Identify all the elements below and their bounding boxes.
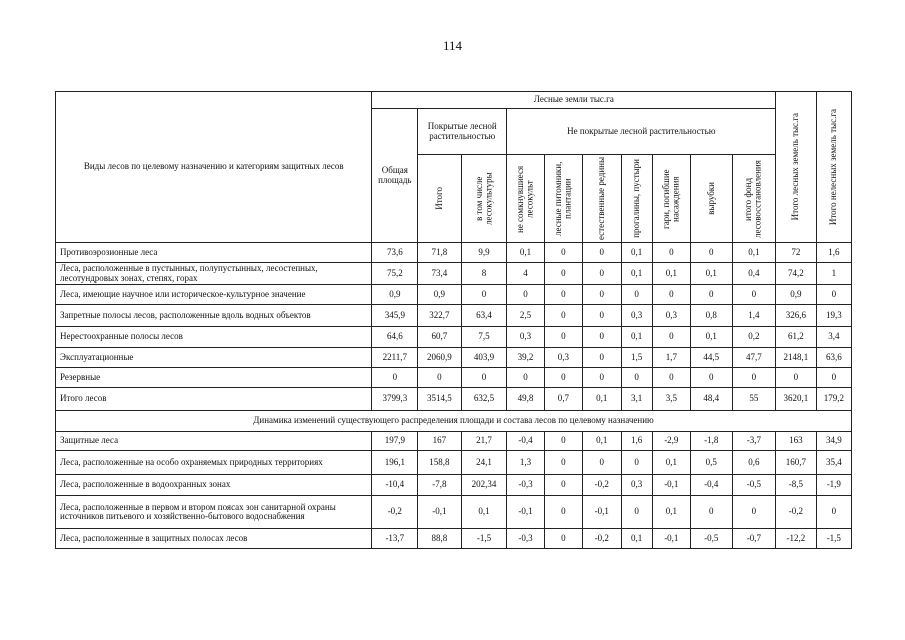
- table-cell: -0,1: [652, 529, 690, 549]
- covered-total-header: Итого: [418, 155, 462, 243]
- table-cell: 3514,5: [418, 388, 462, 411]
- table-cell: 4: [507, 263, 544, 285]
- table-cell: 0: [461, 368, 507, 388]
- table-cell: -2,9: [652, 432, 690, 451]
- table-cell: 55: [732, 388, 776, 411]
- row-name: Итого лесов: [56, 388, 372, 411]
- table-cell: 0: [372, 368, 418, 388]
- table-cell: 0,1: [691, 263, 733, 285]
- glades-header: прогалины, пустыри: [621, 155, 652, 243]
- table-cell: -0,3: [507, 529, 544, 549]
- table-row: [56, 327, 852, 348]
- table-cell: 0: [544, 327, 582, 348]
- row-name: Леса, расположенные в защитных полосах лесов: [56, 529, 372, 549]
- table-row: [56, 263, 852, 285]
- table-cell: 2,5: [507, 305, 544, 327]
- table-cell: -0,1: [418, 496, 462, 529]
- table-cell: 2060,9: [418, 348, 462, 368]
- table-cell: 1,7: [652, 348, 690, 368]
- table-cell: -0,1: [583, 496, 621, 529]
- table-cell: -0,3: [507, 475, 544, 496]
- table-cell: 71,8: [418, 243, 462, 263]
- table-cell: 1,4: [732, 305, 776, 327]
- cuttings-header: вырубки: [691, 155, 733, 243]
- table-cell: 158,8: [418, 451, 462, 475]
- table-cell: 1,6: [816, 243, 851, 263]
- table-cell: -0,2: [583, 529, 621, 549]
- table-cell: 0,9: [776, 285, 816, 305]
- table-cell: 0,1: [621, 263, 652, 285]
- table-cell: -7,8: [418, 475, 462, 496]
- table-cell: 88,8: [418, 529, 462, 549]
- table-cell: 7,5: [461, 327, 507, 348]
- table-cell: -0,2: [583, 475, 621, 496]
- table-cell: 0: [583, 243, 621, 263]
- row-name: Резервные: [56, 368, 372, 388]
- table-cell: 0: [544, 285, 582, 305]
- table-cell: 0: [583, 285, 621, 305]
- total-area-header: Общая площадь: [372, 109, 418, 243]
- table-cell: -0,2: [776, 496, 816, 529]
- table-cell: -0,4: [691, 475, 733, 496]
- table-cell: 0,1: [461, 496, 507, 529]
- table-cell: 0: [732, 285, 776, 305]
- table-cell: 1,3: [507, 451, 544, 475]
- not-covered-header: Не покрытые лесной растительностью: [507, 109, 776, 155]
- table-cell: 160,7: [776, 451, 816, 475]
- table-cell: 0: [583, 327, 621, 348]
- table-cell: -13,7: [372, 529, 418, 549]
- table-cell: 322,7: [418, 305, 462, 327]
- table-cell: 403,9: [461, 348, 507, 368]
- table-cell: 0,6: [732, 451, 776, 475]
- table-cell: 196,1: [372, 451, 418, 475]
- table-cell: 39,2: [507, 348, 544, 368]
- table-cell: -12,2: [776, 529, 816, 549]
- covered-header: Покрытые лесной растительностью: [418, 109, 507, 155]
- table-cell: 75,2: [372, 263, 418, 285]
- row-name: Леса, расположенные в первом и втором поясах зон санитарной охраны источников питьевого и хозяйственно-бытового водоснабжения: [56, 496, 372, 529]
- table-cell: 0: [583, 263, 621, 285]
- table-cell: -0,1: [652, 475, 690, 496]
- table-cell: 0: [583, 451, 621, 475]
- table-cell: 0: [544, 263, 582, 285]
- table-row: [56, 451, 852, 475]
- table-cell: 21,7: [461, 432, 507, 451]
- table-cell: 0: [691, 496, 733, 529]
- table-cell: 0,1: [507, 243, 544, 263]
- table-cell: 2211,7: [372, 348, 418, 368]
- table-cell: 44,5: [691, 348, 733, 368]
- table-cell: 0: [691, 285, 733, 305]
- table-cell: 73,4: [418, 263, 462, 285]
- table-cell: -1,5: [816, 529, 851, 549]
- table-cell: 0: [544, 368, 582, 388]
- table-cell: 0,5: [691, 451, 733, 475]
- row-name: Противоэрозионные леса: [56, 243, 372, 263]
- table-cell: 0: [621, 496, 652, 529]
- section-title: Динамика изменений существующего распределения площади и состава лесов по целевому назначению: [56, 411, 852, 432]
- row-name: Защитные леса: [56, 432, 372, 451]
- table-cell: -8,5: [776, 475, 816, 496]
- total-forest-lands-header: Итого лесных земель тыс.га: [776, 92, 816, 243]
- table-cell: 1,6: [621, 432, 652, 451]
- table-cell: 0: [816, 368, 851, 388]
- table-row: [56, 285, 852, 305]
- table-cell: 0,3: [621, 305, 652, 327]
- table-cell: -1,8: [691, 432, 733, 451]
- table-cell: 9,9: [461, 243, 507, 263]
- row-name: Запретные полосы лесов, расположенные вдоль водных объектов: [56, 305, 372, 327]
- table-cell: 72: [776, 243, 816, 263]
- table-row: [56, 475, 852, 496]
- table-cell: 0,2: [732, 327, 776, 348]
- table-cell: 0: [544, 451, 582, 475]
- table-cell: 35,4: [816, 451, 851, 475]
- table-cell: -1,5: [461, 529, 507, 549]
- row-name: Нерестоохранные полосы лесов: [56, 327, 372, 348]
- table-cell: 0: [544, 305, 582, 327]
- table-cell: 0: [583, 305, 621, 327]
- table-cell: -0,7: [732, 529, 776, 549]
- table-cell: 0: [816, 496, 851, 529]
- table-cell: -3,7: [732, 432, 776, 451]
- table-row: [56, 305, 852, 327]
- table-cell: 179,2: [816, 388, 851, 411]
- table-cell: 48,4: [691, 388, 733, 411]
- table-cell: 167: [418, 432, 462, 451]
- total-nonforest-lands-header: Итого нелесных земель тыс.га: [816, 92, 851, 243]
- row-name: Леса, имеющие научное или историческое-культурное значение: [56, 285, 372, 305]
- table-cell: 345,9: [372, 305, 418, 327]
- table-cell: -0,5: [732, 475, 776, 496]
- table-cell: 0: [621, 451, 652, 475]
- row-name: Леса, расположенные в пустынных, полупустынных, лесостепных, лесотундровых зонах, степях, горах: [56, 263, 372, 285]
- table-cell: 0,7: [544, 388, 582, 411]
- table-cell: 0: [461, 285, 507, 305]
- table-cell: 3799,3: [372, 388, 418, 411]
- nurseries-header: лесные питомники, плантации: [544, 155, 582, 243]
- table-cell: 0,1: [621, 327, 652, 348]
- table-cell: 0: [732, 496, 776, 529]
- table-cell: 326,6: [776, 305, 816, 327]
- table-cell: 0: [507, 368, 544, 388]
- table-cell: 1,5: [621, 348, 652, 368]
- table-cell: 3620,1: [776, 388, 816, 411]
- section-divider: [56, 411, 852, 432]
- table-cell: 0: [544, 243, 582, 263]
- table-cell: 0: [652, 243, 690, 263]
- table-cell: 0: [621, 285, 652, 305]
- table-cell: 197,9: [372, 432, 418, 451]
- table-cell: 19,3: [816, 305, 851, 327]
- table-cell: 34,9: [816, 432, 851, 451]
- table-cell: 0: [776, 368, 816, 388]
- table-cell: 0: [544, 529, 582, 549]
- table-cell: 3,4: [816, 327, 851, 348]
- table-body-a: [56, 243, 852, 411]
- table-cell: 0,1: [652, 451, 690, 475]
- table-cell: 3,1: [621, 388, 652, 411]
- page-number: 114: [442, 38, 463, 53]
- table-body-b: [56, 432, 852, 549]
- table-cell: 64,6: [372, 327, 418, 348]
- table-cell: -0,4: [507, 432, 544, 451]
- table-cell: 0,3: [621, 475, 652, 496]
- table-cell: -10,4: [372, 475, 418, 496]
- table-cell: 0: [583, 348, 621, 368]
- table-cell: 8: [461, 263, 507, 285]
- table-cell: 163: [776, 432, 816, 451]
- reforestation-fund-header: итого фонд лесовосстановления: [732, 155, 776, 243]
- table-cell: 0,9: [418, 285, 462, 305]
- table-row: [56, 348, 852, 368]
- table-cell: 3,5: [652, 388, 690, 411]
- table-cell: 0: [652, 285, 690, 305]
- table-row: [56, 243, 852, 263]
- table-cell: 0,1: [652, 263, 690, 285]
- table-row: [56, 368, 852, 388]
- table-cell: 73,6: [372, 243, 418, 263]
- table-cell: 0: [691, 368, 733, 388]
- table-cell: 0: [544, 432, 582, 451]
- table-cell: 63,6: [816, 348, 851, 368]
- table-cell: 63,4: [461, 305, 507, 327]
- table-cell: 74,2: [776, 263, 816, 285]
- table-cell: 0,3: [507, 327, 544, 348]
- row-name: Леса, расположенные на особо охраняемых природных территориях: [56, 451, 372, 475]
- table-cell: 0,4: [732, 263, 776, 285]
- table-cell: 202,34: [461, 475, 507, 496]
- row-label-header: Виды лесов по целевому назначению и категориям защитных лесов: [56, 92, 372, 243]
- sparse-header: естественные редины: [583, 155, 621, 243]
- table-cell: 0,1: [732, 243, 776, 263]
- table-cell: 0,1: [583, 388, 621, 411]
- table-cell: 1: [816, 263, 851, 285]
- table-row: [56, 388, 852, 411]
- table-cell: 0: [691, 243, 733, 263]
- table-cell: 60,7: [418, 327, 462, 348]
- table-cell: 0,3: [652, 305, 690, 327]
- table-cell: 0,8: [691, 305, 733, 327]
- table-row: [56, 432, 852, 451]
- table-cell: 0: [544, 475, 582, 496]
- table-cell: 47,7: [732, 348, 776, 368]
- table-cell: 0: [621, 368, 652, 388]
- table-cell: 0,1: [652, 496, 690, 529]
- incl-cultures-header: в том числе лесокультуры: [461, 155, 507, 243]
- unclosed-header: не сомкнувшиеся лесокульт: [507, 155, 544, 243]
- table-cell: 0,1: [583, 432, 621, 451]
- table-cell: 0,3: [544, 348, 582, 368]
- table-cell: 49,8: [507, 388, 544, 411]
- table-cell: -0,2: [372, 496, 418, 529]
- table-cell: -1,9: [816, 475, 851, 496]
- row-name: Леса, расположенные в водоохранных зонах: [56, 475, 372, 496]
- table-cell: 24,1: [461, 451, 507, 475]
- table-cell: 0: [583, 368, 621, 388]
- table-cell: -0,5: [691, 529, 733, 549]
- table-cell: 0,1: [621, 243, 652, 263]
- forest-lands-header: Лесные земли тыс.га: [372, 92, 776, 109]
- table-cell: 632,5: [461, 388, 507, 411]
- table-cell: 0: [544, 496, 582, 529]
- table-cell: 0: [418, 368, 462, 388]
- table-row: [56, 496, 852, 529]
- row-name: Эксплуатационные: [56, 348, 372, 368]
- table-cell: 0,1: [691, 327, 733, 348]
- table-cell: 0: [507, 285, 544, 305]
- table-cell: -0,1: [507, 496, 544, 529]
- table-cell: 2148,1: [776, 348, 816, 368]
- table-cell: 0: [816, 285, 851, 305]
- burnt-header: гари, погибшие насаждения: [652, 155, 690, 243]
- table-cell: 0: [732, 368, 776, 388]
- forest-table: [55, 91, 852, 549]
- table-cell: 0: [652, 368, 690, 388]
- table-cell: 61,2: [776, 327, 816, 348]
- table-row: [56, 529, 852, 549]
- table-cell: 0,9: [372, 285, 418, 305]
- table-cell: 0: [652, 327, 690, 348]
- table-cell: 0,1: [621, 529, 652, 549]
